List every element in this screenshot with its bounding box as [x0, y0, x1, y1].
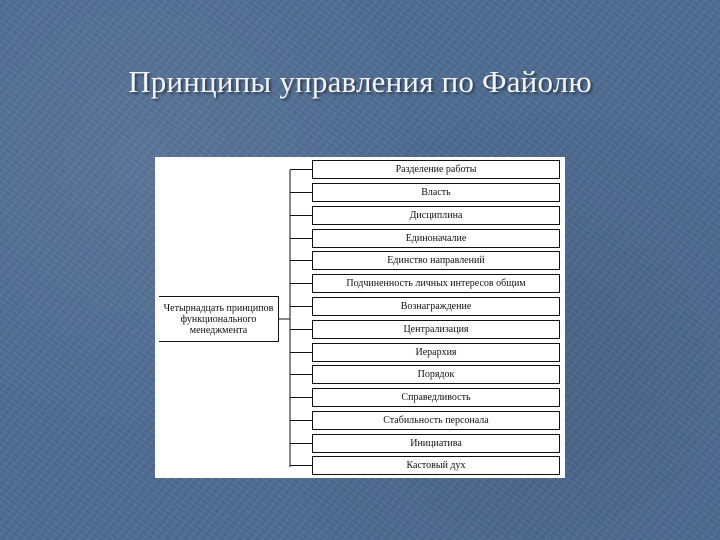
principle-box: Централизация	[312, 320, 560, 339]
principle-box: Порядок	[312, 365, 560, 384]
principle-box: Справедливость	[312, 388, 560, 407]
root-box: Четырнадцать принципов функционального менеджмента	[159, 296, 279, 342]
principle-box: Разделение работы	[312, 160, 560, 179]
principle-box: Подчиненность личных интересов общим	[312, 274, 560, 293]
principle-box: Дисциплина	[312, 206, 560, 225]
fayol-principles-diagram	[155, 157, 565, 478]
principle-box: Иерархия	[312, 343, 560, 362]
principle-box: Единоначалие	[312, 229, 560, 248]
principle-box: Вознаграждение	[312, 297, 560, 316]
slide-title: Принципы управления по Файолю	[128, 64, 592, 99]
principle-box: Единство направлений	[312, 251, 560, 270]
principle-box: Стабильность персонала	[312, 411, 560, 430]
principle-box: Инициатива	[312, 434, 560, 453]
principle-box: Кастовый дух	[312, 456, 560, 475]
principle-box: Власть	[312, 183, 560, 202]
